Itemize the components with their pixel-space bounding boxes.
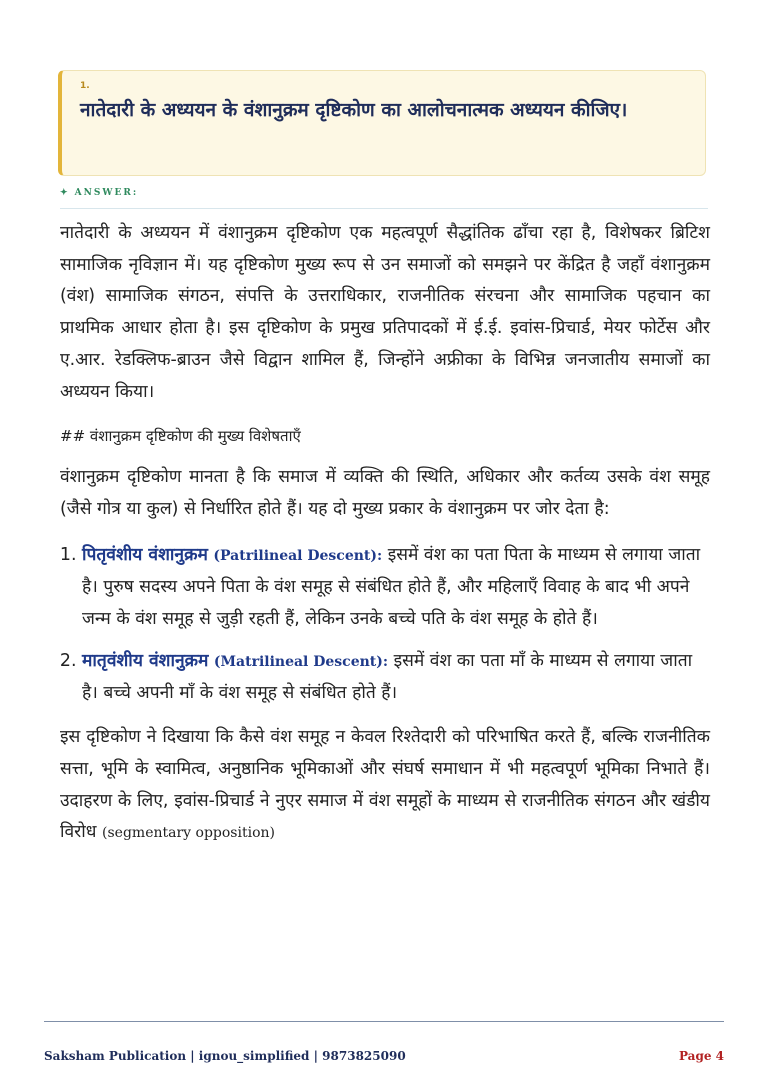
list-term-english: (Patrilineal Descent): <box>213 547 383 564</box>
list-term-english: (Matrilineal Descent): <box>213 653 389 670</box>
answer-divider <box>60 208 708 209</box>
intro-paragraph: नातेदारी के अध्ययन में वंशानुक्रम दृष्टिकोण एक महत्वपूर्ण सैद्धांतिक ढाँचा रहा है, विशेषकर ब्रिटिश सामाजिक नृविज्ञान में। यह दृष्टिकोण मुख्य रूप से उन समाजों को समझने पर केंद्रित है जहाँ वंशानुक्रम (वंश) सामाजिक संगठन, संपत्ति के उत्तराधिकार, राजनीतिक संरचना और सामाजिक पहचान का प्राथमिक आधार होता है। इस दृष्टिकोण के प्रमुख प्रतिपादकों में ई.ई. इवांस-प्रिचार्ड, मेयर फोर्टेस और ए.आर. रेडक्लिफ-ब्राउन जैसे विद्वान शामिल हैं, जिन्होंने अफ्रीका के विभिन्न जनजातीय समाजों का अध्ययन किया। <box>60 223 710 402</box>
conclusion-english: (segmentary opposition) <box>102 825 275 842</box>
list-term: पितृवंशीय वंशानुक्रम <box>82 544 208 565</box>
list-item <box>82 540 710 636</box>
question-box <box>58 70 706 176</box>
question-title: नातेदारी के अध्ययन के वंशानुक्रम दृष्टिकोण का आलोचनात्मक अध्ययन कीजिए। <box>80 99 628 121</box>
list-text: इसमें वंश का पता माँ के माध्यम से लगाया जाता है। बच्चे अपनी माँ के वंश समूह से संबंधित होते हैं। <box>82 650 693 704</box>
footer-publisher: Saksham Publication | ignou_simplified | 9873825090 <box>44 1049 406 1063</box>
conclusion-paragraph <box>60 722 710 850</box>
features-paragraph: वंशानुक्रम दृष्टिकोण मानता है कि समाज में व्यक्ति की स्थिति, अधिकार और कर्तव्य उसके वंश समूह (जैसे गोत्र या कुल) से निर्धारित होते हैं। यह दो मुख्य प्रकार के वंशानुक्रम पर जोर देता है: <box>60 467 710 519</box>
list-term: मातृवंशीय वंशानुक्रम <box>82 650 209 671</box>
page-number: Page 4 <box>678 1049 724 1063</box>
footer-divider <box>44 1021 724 1022</box>
list-item <box>82 646 710 710</box>
conclusion-text: इस दृष्टिकोण ने दिखाया कि कैसे वंश समूह न केवल रिश्तेदारी को परिभाषित करते हैं, बल्कि राजनीतिक सत्ता, भूमि के स्वामित्व, अनुष्ठानिक भूमिकाओं और संघर्ष समाधान में भी महत्वपूर्ण भूमिका निभाते हैं। उदाहरण के लिए, इवांस-प्रिचार्ड ने नुएर समाज में वंश समूहों के माध्यम से राजनीतिक संगठन और खंडीय विरोध <box>60 727 710 843</box>
descent-types-list <box>60 540 710 711</box>
list-text: इसमें वंश का पता पिता के माध्यम से लगाया जाता है। पुरुष सदस्य अपने पिता के वंश समूह से संबंधित होते हैं, और महिलाएँ विवाह के बाद भी अपने जन्म के वंश समूह से जुड़ी रहती हैं, लेकिन उनके बच्चे पति के वंश समूह के होते हैं। <box>82 544 701 630</box>
question-number: 1. <box>80 81 90 91</box>
answer-content <box>60 218 710 864</box>
section-heading: ## वंशानुक्रम दृष्टिकोण की मुख्य विशेषताएँ <box>60 427 301 446</box>
answer-label: ✦ ANSWER: <box>60 188 139 198</box>
